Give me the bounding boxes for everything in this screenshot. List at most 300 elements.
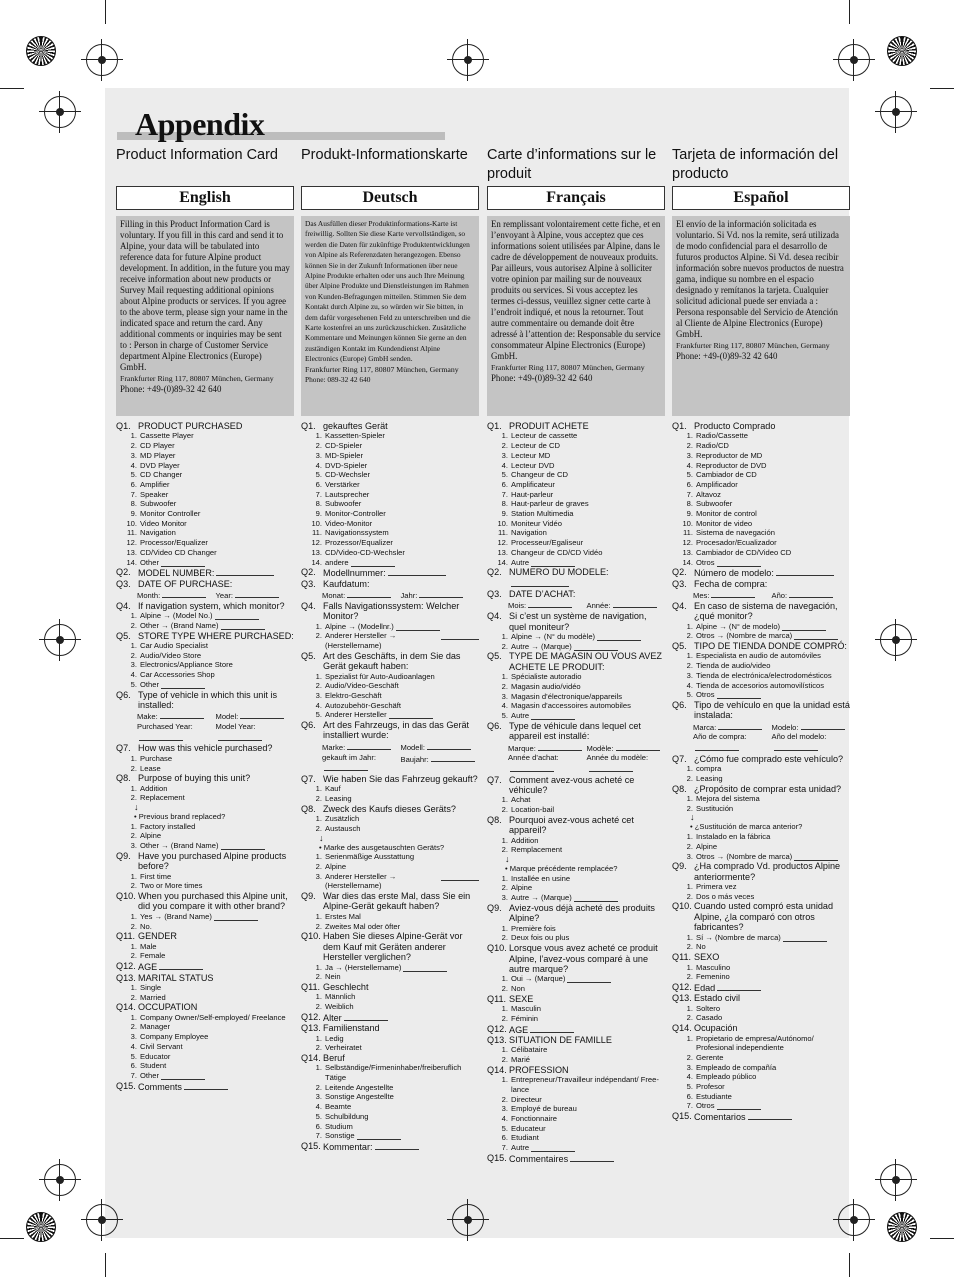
answer-blank-field[interactable] [717,982,761,991]
option-item[interactable] [125,841,294,851]
option-label: Company Owner/Self-employed/ Freelance [140,1012,286,1022]
answer-blank-field[interactable] [215,611,259,620]
option-list [125,872,294,891]
answer-blank-field[interactable] [589,763,633,772]
option-item[interactable] [310,622,479,632]
option-item[interactable] [496,836,665,846]
option-item[interactable] [681,794,850,804]
answer-blank-field[interactable] [717,690,761,699]
answer-blank-field[interactable] [235,589,279,598]
option-item[interactable] [125,1061,294,1071]
option-item[interactable] [310,824,479,834]
option-item[interactable] [310,490,479,500]
option-item[interactable] [310,672,479,682]
option-label: Audio/Video Store [140,650,202,660]
option-item[interactable] [681,882,850,892]
option-item[interactable] [310,691,479,701]
question-number: Q5. [672,640,687,651]
option-item[interactable] [125,872,294,882]
option-number: 1. [315,671,322,681]
option-item[interactable] [310,499,479,509]
option-item[interactable] [496,893,665,903]
option-item[interactable] [496,441,665,451]
question-row [116,891,294,912]
option-item[interactable] [125,1071,294,1081]
answer-blank-field[interactable] [214,912,258,921]
answer-blank-field[interactable] [221,621,265,630]
answer-blank-field[interactable] [531,558,575,567]
answer-blank-field[interactable] [347,741,391,750]
option-item[interactable] [681,963,850,973]
option-item[interactable] [681,661,850,671]
option-item[interactable] [310,963,479,973]
option-item[interactable] [310,1083,479,1093]
option-item[interactable] [496,924,665,934]
option-item[interactable] [681,631,850,641]
question-number: Q15. [116,1080,136,1091]
year-label: Jahr: [401,589,480,601]
answer-blank-field[interactable] [351,558,395,567]
option-label: Otros [696,690,715,700]
answer-blank-field[interactable] [748,1111,792,1120]
question-text: AGE [509,1024,665,1035]
vehicle-fields [322,741,479,753]
option-number: 6. [130,479,137,489]
option-item[interactable] [496,548,665,558]
question-text: Wie haben Sie das Fahrzeug gekauft? [323,773,478,784]
option-item[interactable] [125,983,294,993]
option-item[interactable] [310,972,479,982]
option-item[interactable] [681,509,850,519]
option-item[interactable] [681,1092,850,1102]
answer-blank-field[interactable] [570,1153,614,1162]
question-number: Q9. [301,891,316,902]
option-item[interactable] [125,822,294,832]
option-item[interactable] [681,451,850,461]
option-item[interactable] [681,972,850,982]
option-label: Autre → (Marque) [511,641,572,651]
answer-blank-field[interactable] [789,589,833,598]
option-item[interactable] [310,814,479,824]
option-item[interactable] [125,1013,294,1023]
option-item[interactable] [681,671,850,681]
option-number: 1. [315,852,322,862]
answer-blank-field[interactable] [783,933,827,942]
option-item[interactable] [310,538,479,548]
answer-blank-field[interactable] [159,961,203,970]
option-item[interactable] [125,993,294,1003]
option-item[interactable] [125,470,294,480]
option-item[interactable] [681,804,850,814]
option-item[interactable] [125,558,294,568]
option-item[interactable] [681,470,850,480]
option-item[interactable] [681,519,850,529]
answer-blank-field[interactable] [161,680,205,689]
question-text: Pourquoi avez-vous acheté cet appareil? [509,814,634,836]
option-item[interactable] [496,1143,665,1153]
answer-blank-field[interactable] [794,631,838,640]
option-number: 6. [501,479,508,489]
option-item[interactable] [496,519,665,529]
option-label: Leitende Angestellte [325,1082,394,1092]
option-item[interactable] [125,431,294,441]
option-item[interactable] [310,710,479,720]
option-item[interactable] [496,692,665,702]
question-number: Q13. [116,972,136,983]
answer-blank-field[interactable] [528,599,572,608]
option-item[interactable] [496,974,665,984]
option-item[interactable] [496,1055,665,1065]
answer-blank-field[interactable] [431,753,475,762]
option-item[interactable] [125,528,294,538]
option-item[interactable] [681,933,850,943]
option-item[interactable] [681,1034,850,1053]
make-label: Marque: [508,742,587,754]
option-item[interactable] [310,701,479,711]
option-item[interactable] [125,499,294,509]
option-label: Otros → (Nombre de marca) [696,851,793,861]
option-item[interactable] [125,951,294,961]
option-list [125,641,294,690]
option-item[interactable] [125,793,294,803]
phone-line: Phone: +49-(0)89-32 42 640 [491,373,593,383]
answer-blank-field[interactable] [801,721,845,730]
option-item[interactable] [125,831,294,841]
answer-blank-field[interactable] [218,732,262,741]
option-item[interactable] [125,519,294,529]
answer-blank-field[interactable] [357,1131,401,1140]
option-item[interactable] [125,1052,294,1062]
answer-blank-field[interactable] [794,852,838,861]
option-number: 2. [315,1002,322,1012]
option-number: 3. [501,1104,508,1114]
option-label: Moniteur Vidéo [511,518,562,528]
option-item[interactable] [125,548,294,558]
answer-blank-field[interactable] [567,974,611,983]
option-item[interactable] [310,1063,479,1082]
answer-blank-field[interactable] [613,599,657,608]
option-item[interactable] [125,881,294,891]
card-column-english [116,146,294,1092]
option-item[interactable] [310,1131,479,1141]
option-label: Monitor de control [696,509,757,519]
option-item[interactable] [310,509,479,519]
option-item[interactable] [310,1092,479,1102]
option-item[interactable] [681,1004,850,1014]
option-number: 1. [501,923,508,933]
option-item[interactable] [681,1101,850,1111]
option-item[interactable] [310,431,479,441]
option-list [310,431,479,567]
answer-blank-field[interactable] [531,1143,575,1152]
option-item[interactable] [310,1122,479,1132]
option-item[interactable] [496,701,665,711]
option-item[interactable] [681,774,850,784]
option-item[interactable] [496,682,665,692]
option-item[interactable] [681,1013,850,1023]
option-label: compra [696,764,722,774]
option-item[interactable] [496,642,665,652]
option-item[interactable] [496,509,665,519]
option-item[interactable] [125,538,294,548]
option-item[interactable] [125,480,294,490]
option-label: Kassetten-Spieler [325,431,385,441]
option-item[interactable] [496,480,665,490]
option-item[interactable] [496,1095,665,1105]
answer-blank-field[interactable] [161,1071,205,1080]
answer-blank-field[interactable] [441,872,479,881]
answer-blank-field[interactable] [776,567,834,576]
option-item[interactable] [681,441,850,451]
language-label: Français [487,186,665,210]
answer-blank-field[interactable] [388,567,446,576]
answer-blank-field[interactable] [389,710,433,719]
option-list [496,1075,665,1153]
option-item[interactable] [310,441,479,451]
option-item[interactable] [125,1032,294,1042]
option-item[interactable] [125,754,294,764]
answer-blank-field[interactable] [717,558,761,567]
registration-mark-icon [838,1204,870,1236]
option-item[interactable] [310,519,479,529]
option-item[interactable] [310,852,479,862]
option-item[interactable] [681,490,850,500]
option-item[interactable] [681,764,850,774]
option-label: Etudiant [511,1133,539,1143]
answer-blank-field[interactable] [695,742,739,751]
option-label: Tienda de accesorios automovilísticos [696,680,825,690]
option-label: Zweites Mal oder öfter [325,921,401,931]
answer-blank-field[interactable] [774,742,818,751]
option-item[interactable] [496,431,665,441]
option-item[interactable] [310,922,479,932]
option-item[interactable] [496,528,665,538]
option-item[interactable] [310,631,479,650]
option-item[interactable] [310,1043,479,1053]
answer-blank-field[interactable] [711,589,755,598]
option-item[interactable] [125,784,294,794]
answer-blank-field[interactable] [396,622,440,631]
option-item[interactable] [125,451,294,461]
question-row [116,931,294,941]
option-number: 2. [501,805,508,815]
option-item[interactable] [681,651,850,661]
option-list [496,672,665,721]
option-item[interactable] [125,651,294,661]
option-item[interactable] [681,1063,850,1073]
option-item[interactable] [496,845,665,855]
answer-blank-field[interactable] [184,1081,228,1090]
option-item[interactable] [681,528,850,538]
answer-blank-field[interactable] [597,632,641,641]
option-item[interactable] [681,842,850,852]
option-item[interactable] [125,660,294,670]
option-item[interactable] [496,451,665,461]
option-item[interactable] [496,1075,665,1094]
option-label: Empleado público [696,1072,757,1082]
option-item[interactable] [310,1102,479,1112]
option-item[interactable] [681,431,850,441]
option-item[interactable] [310,528,479,538]
option-number: 2. [686,891,693,901]
option-label: Video-Monitor [325,518,373,528]
option-item[interactable] [681,1053,850,1063]
option-item[interactable] [681,892,850,902]
option-list [125,983,294,1002]
option-item[interactable] [496,672,665,682]
option-item[interactable] [496,1133,665,1143]
option-item[interactable] [496,499,665,509]
option-label: Educator [140,1051,171,1061]
option-item[interactable] [496,1045,665,1055]
option-item[interactable] [125,621,294,631]
option-item[interactable] [496,1114,665,1124]
answer-blank-field[interactable] [616,742,660,751]
option-list [681,622,850,641]
option-item[interactable] [125,670,294,680]
answer-blank-field[interactable] [538,742,582,751]
option-item[interactable] [681,538,850,548]
option-label: Car Accessories Shop [140,670,215,680]
option-label: Replacement [140,793,185,803]
option-item[interactable] [681,1082,850,1092]
question-text: PRODUCT PURCHASED [138,421,243,431]
option-item[interactable] [496,538,665,548]
option-label: Magasin d’électronique/appareils [511,691,623,701]
question-row [116,773,294,783]
answer-blank-field[interactable] [427,741,471,750]
option-item[interactable] [496,1014,665,1024]
answer-blank-field[interactable] [441,631,479,640]
option-item[interactable] [681,480,850,490]
answer-blank-field[interactable] [347,589,391,598]
answer-blank-field[interactable] [216,567,274,576]
option-item[interactable] [310,992,479,1002]
option-item[interactable] [496,470,665,480]
option-item[interactable] [125,912,294,922]
option-label: Married [140,992,166,1002]
option-item[interactable] [310,470,479,480]
option-item[interactable] [681,832,850,842]
option-item[interactable] [496,883,665,893]
answer-blank-field[interactable] [160,710,204,719]
option-item[interactable] [496,933,665,943]
option-item[interactable] [310,912,479,922]
option-item[interactable] [125,461,294,471]
option-item[interactable] [310,862,479,872]
option-item[interactable] [310,461,479,471]
option-item[interactable] [496,874,665,884]
option-item[interactable] [125,509,294,519]
option-label: Cambiador de CD/Video CD [696,547,792,557]
option-item[interactable] [681,690,850,700]
registration-mark-icon [452,1204,484,1236]
answer-blank-field[interactable] [162,589,206,598]
option-item[interactable] [496,795,665,805]
option-item[interactable] [496,1004,665,1014]
option-item[interactable] [496,805,665,815]
option-item[interactable] [496,461,665,471]
option-item[interactable] [681,942,850,952]
answer-blank-field[interactable] [574,893,618,902]
option-item[interactable] [681,681,850,691]
option-label: Ja → (Herstellername) [325,962,402,972]
option-item[interactable] [125,1042,294,1052]
option-item[interactable] [125,611,294,621]
option-item[interactable] [125,922,294,932]
option-item[interactable] [310,872,479,891]
answer-blank-field[interactable] [574,642,618,651]
option-item[interactable] [310,681,479,691]
option-item[interactable] [496,632,665,642]
option-item[interactable] [310,548,479,558]
option-item[interactable] [125,1022,294,1032]
answer-blank-field[interactable] [375,1141,419,1150]
option-item[interactable] [310,1034,479,1044]
option-item[interactable] [496,1124,665,1134]
answer-blank-field[interactable] [419,589,463,598]
answer-blank-field[interactable] [240,710,284,719]
option-item[interactable] [310,1112,479,1122]
option-item[interactable] [496,1104,665,1114]
option-item[interactable] [496,711,665,721]
option-item[interactable] [681,852,850,862]
answer-blank-field[interactable] [139,732,183,741]
option-item[interactable] [681,461,850,471]
answer-blank-field[interactable] [531,711,575,720]
option-item[interactable] [681,622,850,632]
option-item[interactable] [310,480,479,490]
option-item[interactable] [310,451,479,461]
answer-blank-field[interactable] [782,622,826,631]
option-item[interactable] [310,794,479,804]
down-arrow-icon: ↓ [134,802,139,813]
option-item[interactable] [125,764,294,774]
registration-mark-icon [452,44,484,76]
option-item[interactable] [681,558,850,568]
answer-blank-field[interactable] [403,963,447,972]
answer-blank-field[interactable] [221,841,265,850]
answer-blank-field[interactable] [510,763,554,772]
option-item[interactable] [681,499,850,509]
option-item[interactable] [310,784,479,794]
option-item[interactable] [125,441,294,451]
answer-blank-field[interactable] [324,762,368,771]
option-item[interactable] [125,641,294,651]
option-item[interactable] [310,1002,479,1012]
option-item[interactable] [496,490,665,500]
option-item[interactable] [125,942,294,952]
option-item[interactable] [310,558,479,568]
option-item[interactable] [681,548,850,558]
option-label: Navigationssystem [325,528,389,538]
option-number: 1. [686,832,693,842]
question-number: Q9. [116,850,131,861]
answer-blank-field[interactable] [161,558,205,567]
option-item[interactable] [496,558,665,568]
option-item[interactable] [496,984,665,994]
answer-blank-field[interactable] [511,578,569,587]
option-item[interactable] [125,680,294,690]
answer-blank-field[interactable] [718,721,762,730]
option-item[interactable] [681,1072,850,1082]
question-text: Familienstand [323,1023,380,1034]
answer-blank-field[interactable] [530,1024,574,1033]
option-item[interactable] [125,490,294,500]
answer-blank-field[interactable] [344,1012,388,1021]
crop-mark [105,1253,106,1277]
answer-blank-field[interactable] [717,1101,761,1110]
